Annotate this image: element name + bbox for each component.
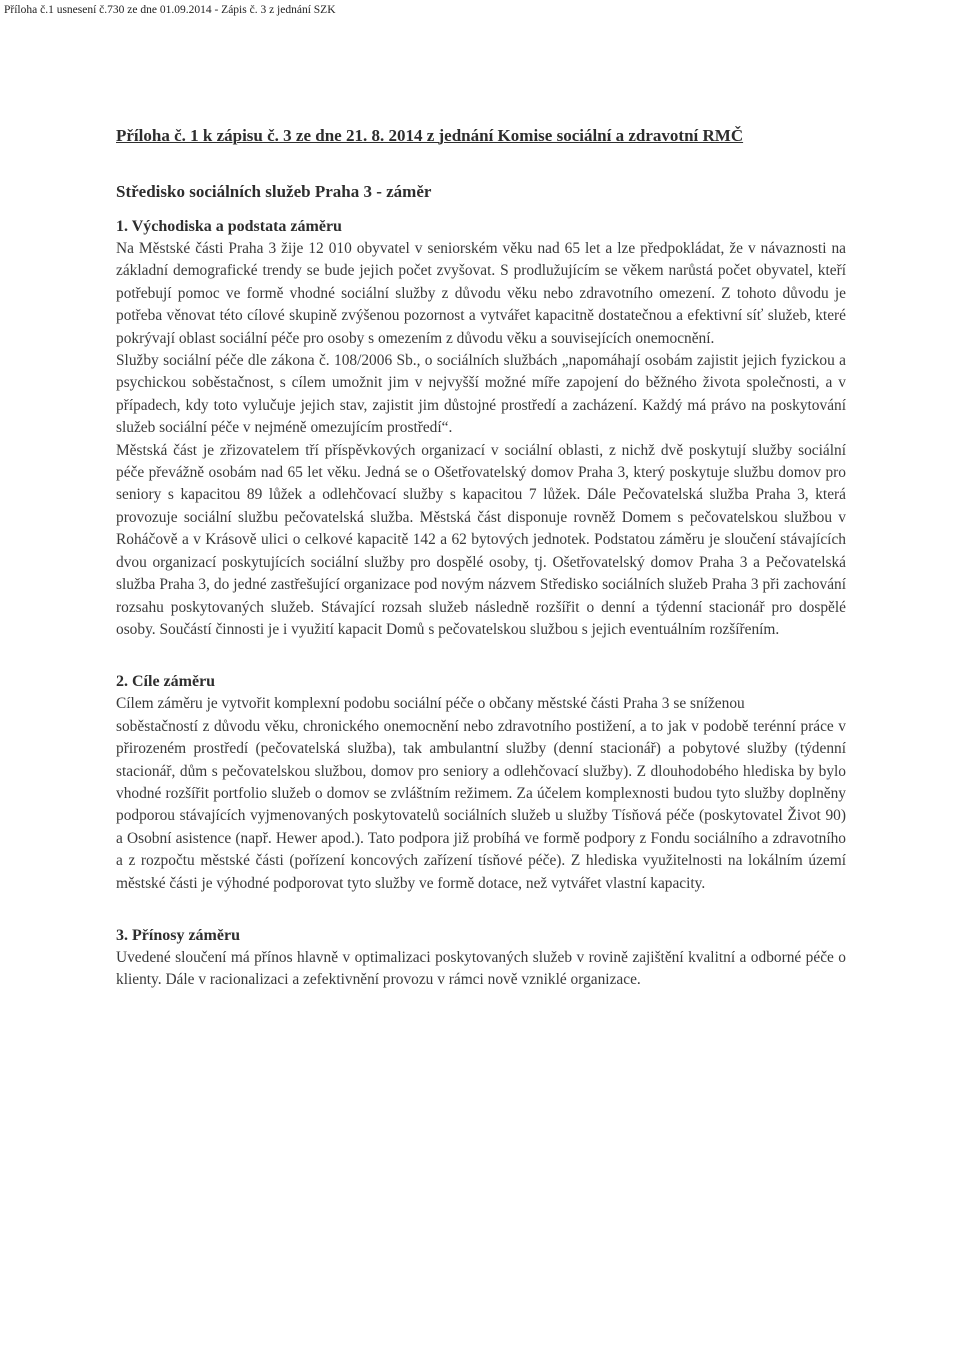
paragraph: soběstačností z důvodu věku, chronického onemocnění nebo zdravotního postižení, a to jak v podobě terénní práce v přirozeném prostředí (pečovatelská služba), tak ambulantní služby (denní stacionář) a pobytové služby (týdenní stacionář, dům s pečovatelskou službou, domov pro seniory a odlehčovací služby). Z dlouhodobého hlediska by bylo vhodné rozšířit portfolio služeb o domov se zvláštním režimem. Za účelem komplexnosti budou tyto služby doplněny podporou stávajících vyjmenovaných poskytovatelů sociálních služeb u služby Tísňová péče (poskytovatel Život 90) a Osobní asistence (např. Hewer apod.). Tato podpora již probíhá ve formě podpory z Fondu sociálního a zdravotního a z rozpočtu městské části (pořízení koncových zařízení tísňové péče). Z hlediska využitelnosti na lokálním území městské části je výhodné podporovat tyto služby ve formě dotace, než vytvářet vlastní kapacity.: [116, 717, 846, 892]
section-heading: 2. Cíle záměru: [116, 673, 216, 691]
paragraph: Městská část je zřizovatelem tří příspěvkových organizací v sociální oblasti, z nichž dvě poskytují služby sociální péče převážně osobám nad 65 let věku. Jedná se o Ošetřovatelský domov Praha 3, který poskytuje službu domov pro seniory s kapacitou 89 lůžek a odlehčovací služby s kapacitou 7 lůžek. Dále Pečovatelská služba Praha 3, která provozuje sociální službu pečovatelská služba. Městská část disponuje rovněž Domem s pečovatelskou službou v Roháčově a v Krásově ulici o celkové kapacitě 142 a 62 bytových jednotek. Podstatou záměru je sloučení stávajících dvou organizací poskytujících sociální služby pro dospělé osoby, tj. Ošetřovatelský domov Praha 3 a Pečovatelská služba Praha 3, do jedné zastřešující organizace pod novým názvem Středisko sociálních služeb Praha 3 při zachování rozsahu poskytovaných služeb. Stávající rozsah služeb následně rozšířit o denní a týdenní stacionář pro dospělé osoby. Součástí činnosti je i využití kapacit Domů s pečovatelskou službou s jejich eventuálním rozšířením.: [116, 441, 846, 638]
paragraph: Služby sociální péče dle zákona č. 108/2006 Sb., o sociálních službách „napomáhají osobám zajistit jejich fyzickou a psychickou soběstačnost, s cílem umožnit jim v nejvyšší možné míře zapojení do běžného života společnosti, a v případech, kdy toto vylučuje jejich stav, zajistit jim důstojné prostředí a zacházení. Každý má právo na poskytování služeb sociální péče v nejméně omezujícím prostředí“.: [116, 352, 846, 437]
paragraph: Na Městské části Praha 3 žije 12 010 obyvatel v seniorském věku nad 65 let a lze předpokládat, že v návaznosti na základní demografické trendy se bude jejich počet zvyšovat. S prodlužujícím se věkem narůstá počet obyvatel, kteří potřebují pomoc ve formě vhodné sociální služby z důvodu věku nebo zdravotního omezení. Z tohoto důvodu je potřeba věnovat této cílové skupině zvýšenou pozornost a vytvářet kapacitně dostatečnou a efektivní síť služeb, které pokrývají oblast sociální péče pro osoby s omezením z důvodu věku a souvisejících onemocnění.: [116, 240, 846, 347]
paragraph: Cílem záměru je vytvořit komplexní podobu sociální péče o občany městské části Praha 3 se sníženou: [116, 695, 745, 713]
document-title: Středisko sociálních služeb Praha 3 - záměr: [116, 182, 432, 201]
document-body: [116, 126, 846, 992]
appendix-title: Příloha č. 1 k zápisu č. 3 ze dne 21. 8. 2014 z jednání Komise sociální a zdravotní RMČ: [116, 126, 744, 145]
paragraph: Uvedené sloučení má přínos hlavně v optimalizaci poskytovaných služeb v rovině zajištění kvalitní a odborné péče o klienty. Dále v racionalizaci a zefektivnění provozu v rámci nově vzniklé organizace.: [116, 948, 846, 989]
section-goals: [116, 671, 846, 895]
section-heading: 1. Východiska a podstata záměru: [116, 218, 342, 235]
section-basis: [116, 216, 846, 641]
section-benefits: [116, 925, 846, 992]
header-note: Příloha č.1 usnesení č.730 ze dne 01.09.2014 - Zápis č. 3 z jednání SZK: [4, 4, 336, 16]
section-heading: 3. Přínosy záměru: [116, 926, 240, 944]
